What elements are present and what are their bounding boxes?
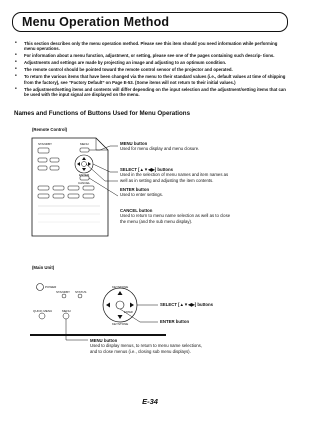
panel-keystone-bottom-label: KEYSTONE bbox=[112, 322, 129, 326]
annotation-heading: ENTER button bbox=[120, 187, 150, 192]
annotation-heading: SELECT [▲▼◀▶] buttons bbox=[160, 302, 214, 307]
annotation-text: well as in setting and adjusting the item contents. bbox=[120, 177, 214, 183]
remote-select-annotation bbox=[120, 167, 228, 183]
bullet-item: • To return the various items that have been changed via the menu to their standard values (i.e., default values at time of shipping from the factory), see “Factory Default” on Page E-53. (Some items will not return to their initial values.) bbox=[15, 74, 287, 85]
panel-enter-label: ENTER bbox=[124, 311, 133, 314]
remote-control-illustration bbox=[32, 138, 108, 236]
main-unit-label: (Main Unit) bbox=[32, 265, 55, 270]
remote-standby-label: STANDBY bbox=[38, 142, 52, 146]
panel-menu-label: MENU bbox=[62, 309, 71, 313]
remote-menu-label: MENU bbox=[80, 142, 89, 146]
main-menu-annotation bbox=[90, 338, 202, 354]
bullet-item: • The adjustment/setting items and contents will differ depending on the input selection and the adjustment/setting items that can be used with the input signal are displayed on the menu. bbox=[15, 87, 287, 98]
annotation-heading: ENTER button bbox=[160, 319, 190, 324]
annotation-text: Used to enter settings. bbox=[120, 192, 163, 198]
annotation-text: Used to return to menu name selection as well as to close bbox=[120, 213, 231, 219]
annotation-heading: CANCEL button bbox=[120, 208, 153, 213]
annotation-text: Used in the selection of menu names and item names as bbox=[120, 172, 229, 178]
panel-power-label: POWER bbox=[45, 285, 57, 289]
remote-enter-annotation bbox=[120, 187, 163, 198]
panel-keystone-top-label: KEYSTONE bbox=[112, 285, 129, 289]
annotation-text: Used for menu display and menu closure. bbox=[120, 146, 200, 152]
remote-cancel-annotation bbox=[120, 208, 230, 224]
panel-standby-label: STANDBY bbox=[56, 290, 70, 294]
annotation-text: the menu (and the sub menu display). bbox=[120, 218, 193, 224]
bullet-item: • Adjustments and settings are made by projecting an image and adjusting to an optimum condition. bbox=[15, 60, 287, 65]
page-number: E-34 bbox=[142, 397, 158, 406]
annotation-heading: MENU button bbox=[120, 141, 148, 146]
bullet-item: • For information about a menu function, adjustment, or setting, please see one of the pages containing such descrip- tions. bbox=[15, 53, 287, 58]
remote-enter-label: ENTER bbox=[79, 173, 90, 177]
remote-menu-annotation bbox=[120, 141, 199, 152]
bullet-item: • This section describes only the menu operation method. Please see this item should you need information while performing menu operations. bbox=[15, 41, 287, 52]
annotation-text: Used to display menus, to return to menu name selections, bbox=[90, 343, 203, 349]
panel-status-label: STATUS bbox=[75, 290, 87, 294]
annotation-heading: MENU button bbox=[90, 338, 118, 343]
main-select-annotation bbox=[160, 302, 213, 307]
section-heading: Names and Functions of Buttons Used for Menu Operations bbox=[14, 110, 191, 117]
main-enter-annotation bbox=[160, 319, 189, 324]
bullet-item: • The remote control should be pointed toward the remote control sensor of the projector and operated. bbox=[15, 67, 287, 72]
remote-cancel-label: CANCEL bbox=[78, 181, 91, 185]
remote-label: (Remote Control) bbox=[32, 127, 68, 132]
page-title: Menu Operation Method bbox=[22, 15, 170, 29]
annotation-text: and to close menus (i.e., closing sub menu displays). bbox=[90, 348, 191, 354]
panel-quick-menu-label: QUICK MENU bbox=[33, 309, 53, 313]
annotation-heading: SELECT [▲▼◀▶] buttons bbox=[120, 167, 174, 172]
